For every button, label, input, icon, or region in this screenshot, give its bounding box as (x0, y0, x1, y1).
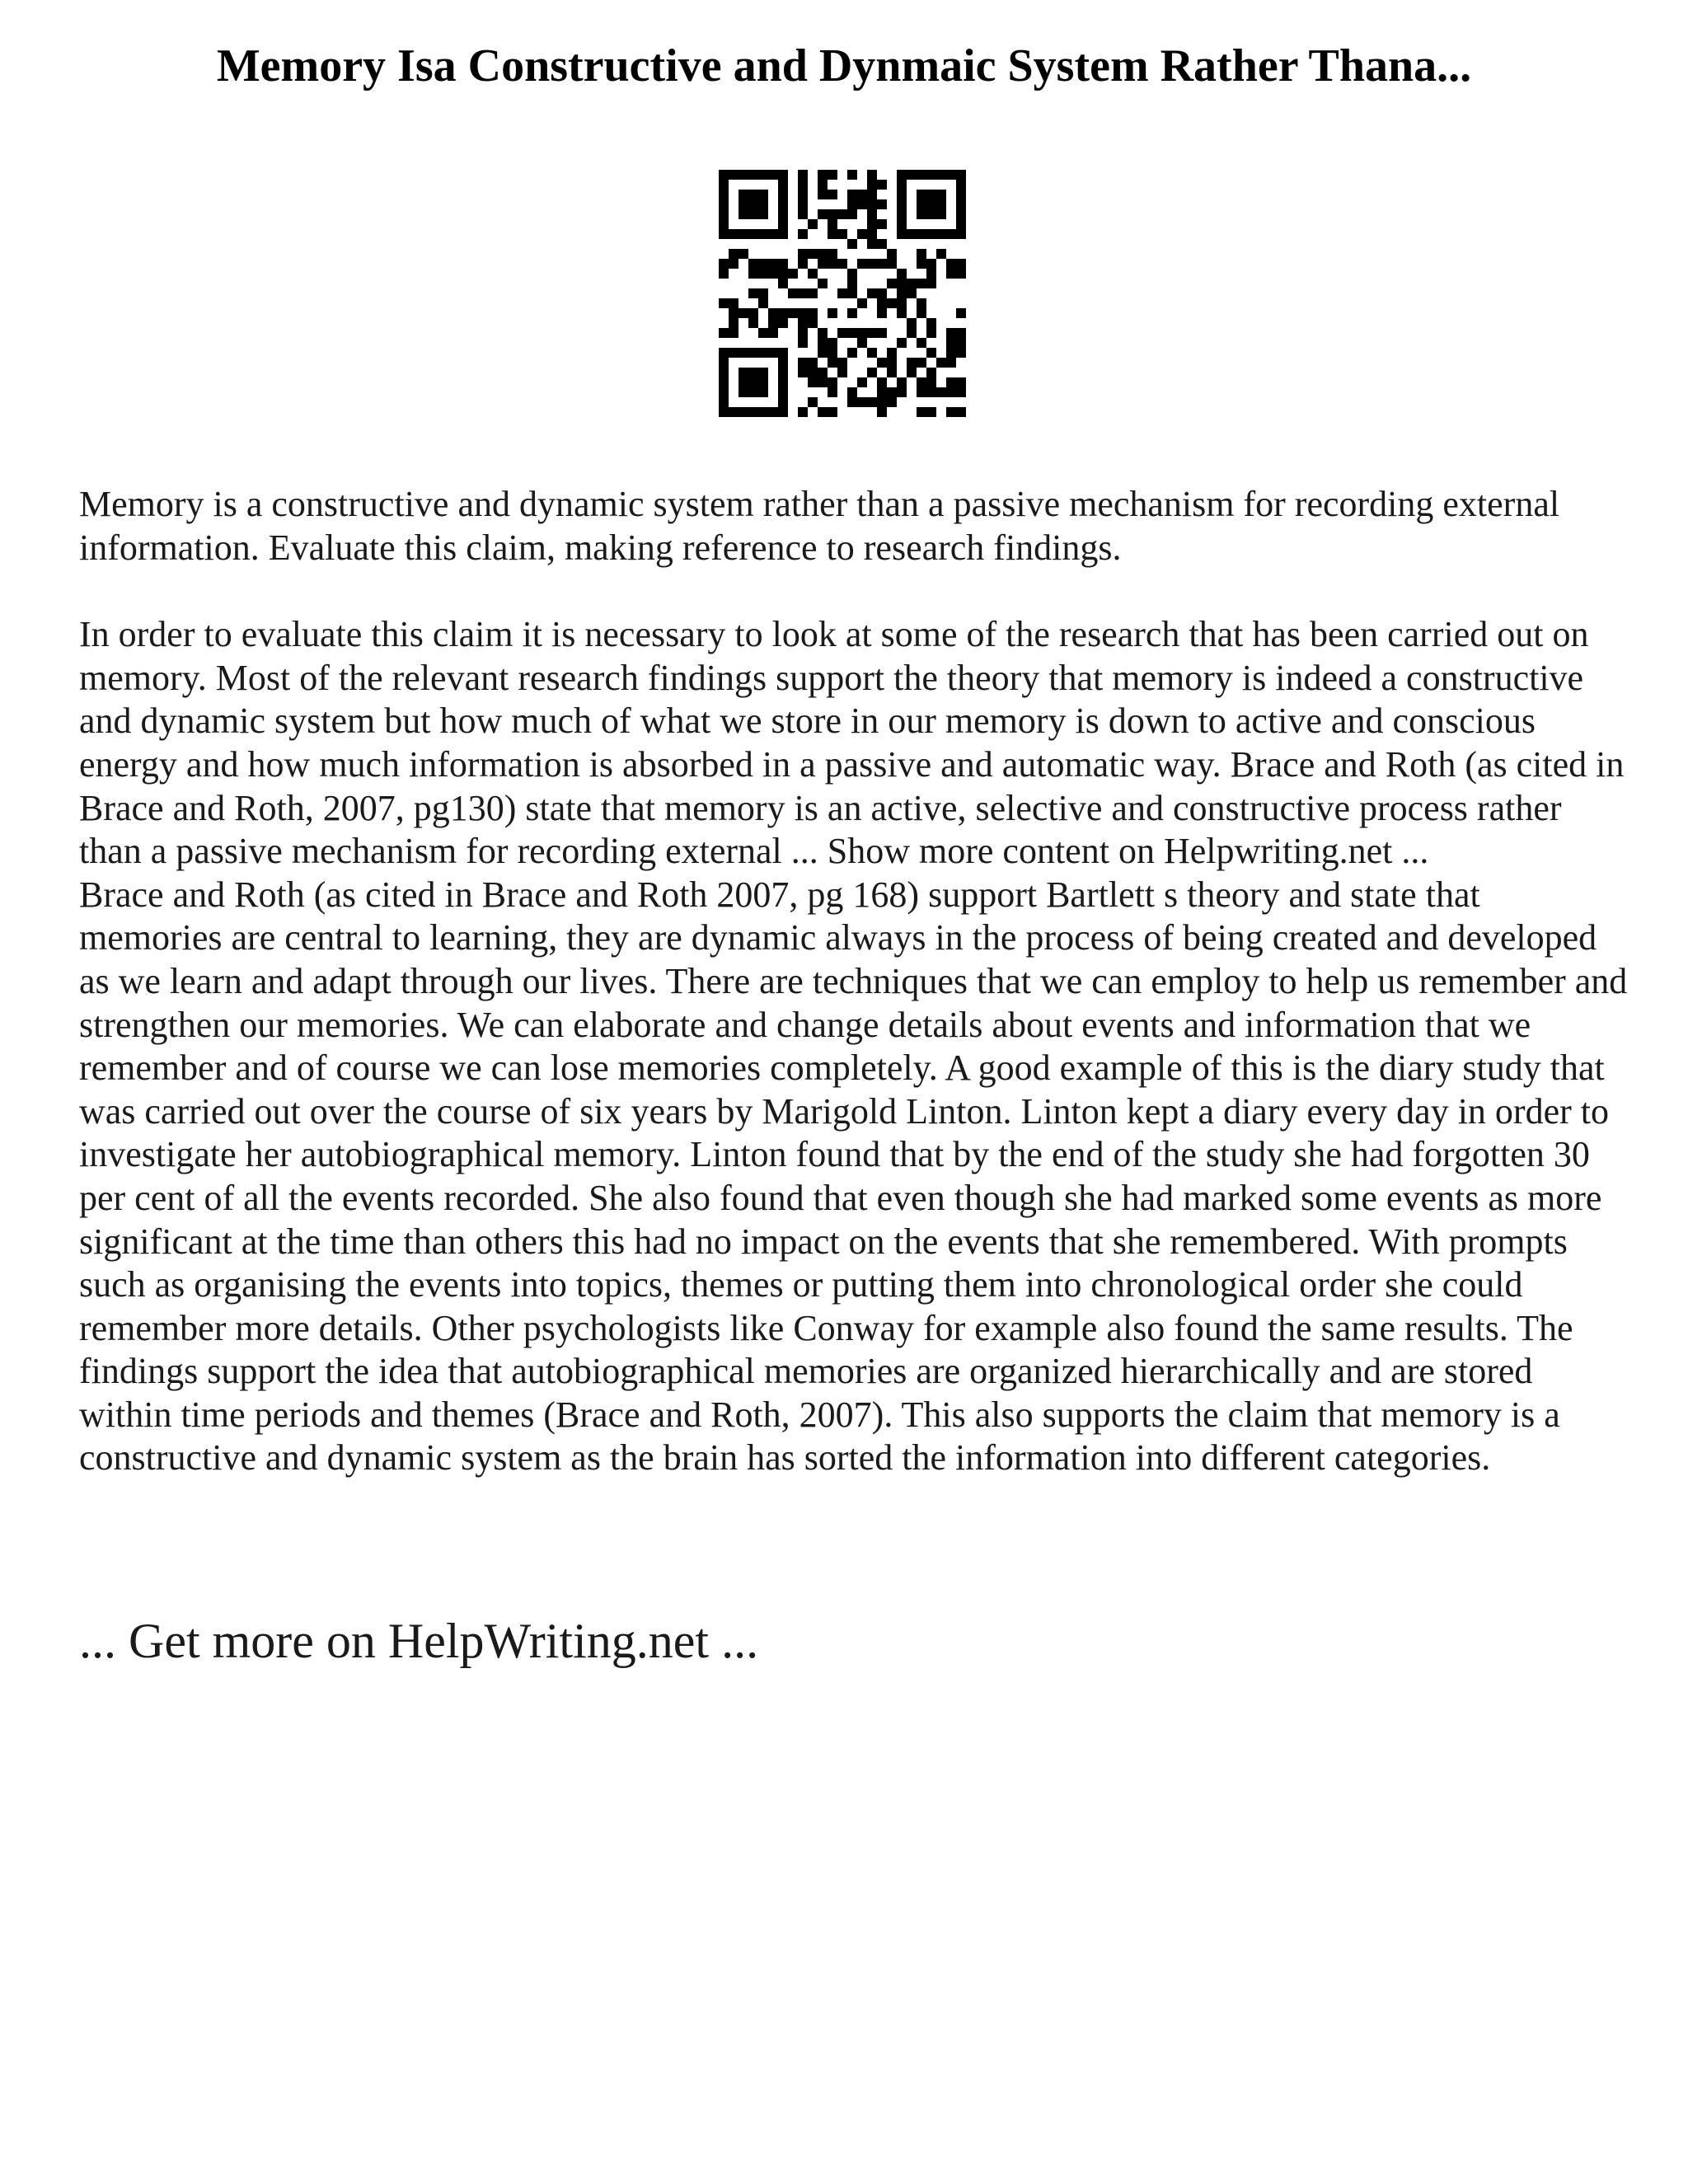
body-paragraph: Brace and Roth (as cited in Brace and Roth 2007, pg 168) support Bartlett s theory and state that memories are central to learning, they are dynamic always in the process of being created and developed as we learn and adapt through our lives. There are techniques that we can employ to help us remember and strengthen our memories. We can elaborate and change details about events and information that we remember and of course we can lose memories completely. A good example of this is the diary study that was carried out over the course of six years by Marigold Linton. Linton kept a diary every day in order to investigate her autobiographical memory. Linton found that by the end of the study she had forgotten 30 per cent of all the events recorded. She also found that even though she had marked some events as more significant at the time than others this had no impact on the events that she remembered. With prompts such as organising the events into topics, themes or putting them into chronological order she could remember more details. Other psychologists like Conway for example also found the same results. The findings support the idea that autobiographical memories are organized hierarchically and are stored within time periods and themes (Brace and Roth, 2007). This also supports the claim that memory is a constructive and dynamic system as the brain has sorted the information into different categories. (79, 874, 1628, 1479)
intro-paragraph: In order to evaluate this claim it is necessary to look at some of the research that has been carried out on memory. Most of the relevant research findings support the theory that memory is indeed a constructive and dynamic system but how much of what we store in our memory is down to active and conscious energy and how much information is absorbed in a passive and automatic way. Brace and Roth (as cited in Brace and Roth, 2007, pg130) state that memory is an active, selective and constructive process rather than a passive mechanism for recording external ... Show more content on Helpwriting.net ... (79, 614, 1625, 872)
prompt-paragraph: Memory is a constructive and dynamic system rather than a passive mechanism for recording external information. Evaluate this claim, making reference to research findings. (79, 484, 1560, 568)
page-title: Memory Isa Constructive and Dynmaic System Rather Thana... (216, 40, 1472, 91)
document-body (79, 483, 1629, 1480)
paragraph-spacer (79, 569, 1629, 613)
get-more-link[interactable]: ... Get more on HelpWriting.net ... (79, 1614, 759, 1668)
qr-code-icon[interactable] (719, 170, 966, 417)
